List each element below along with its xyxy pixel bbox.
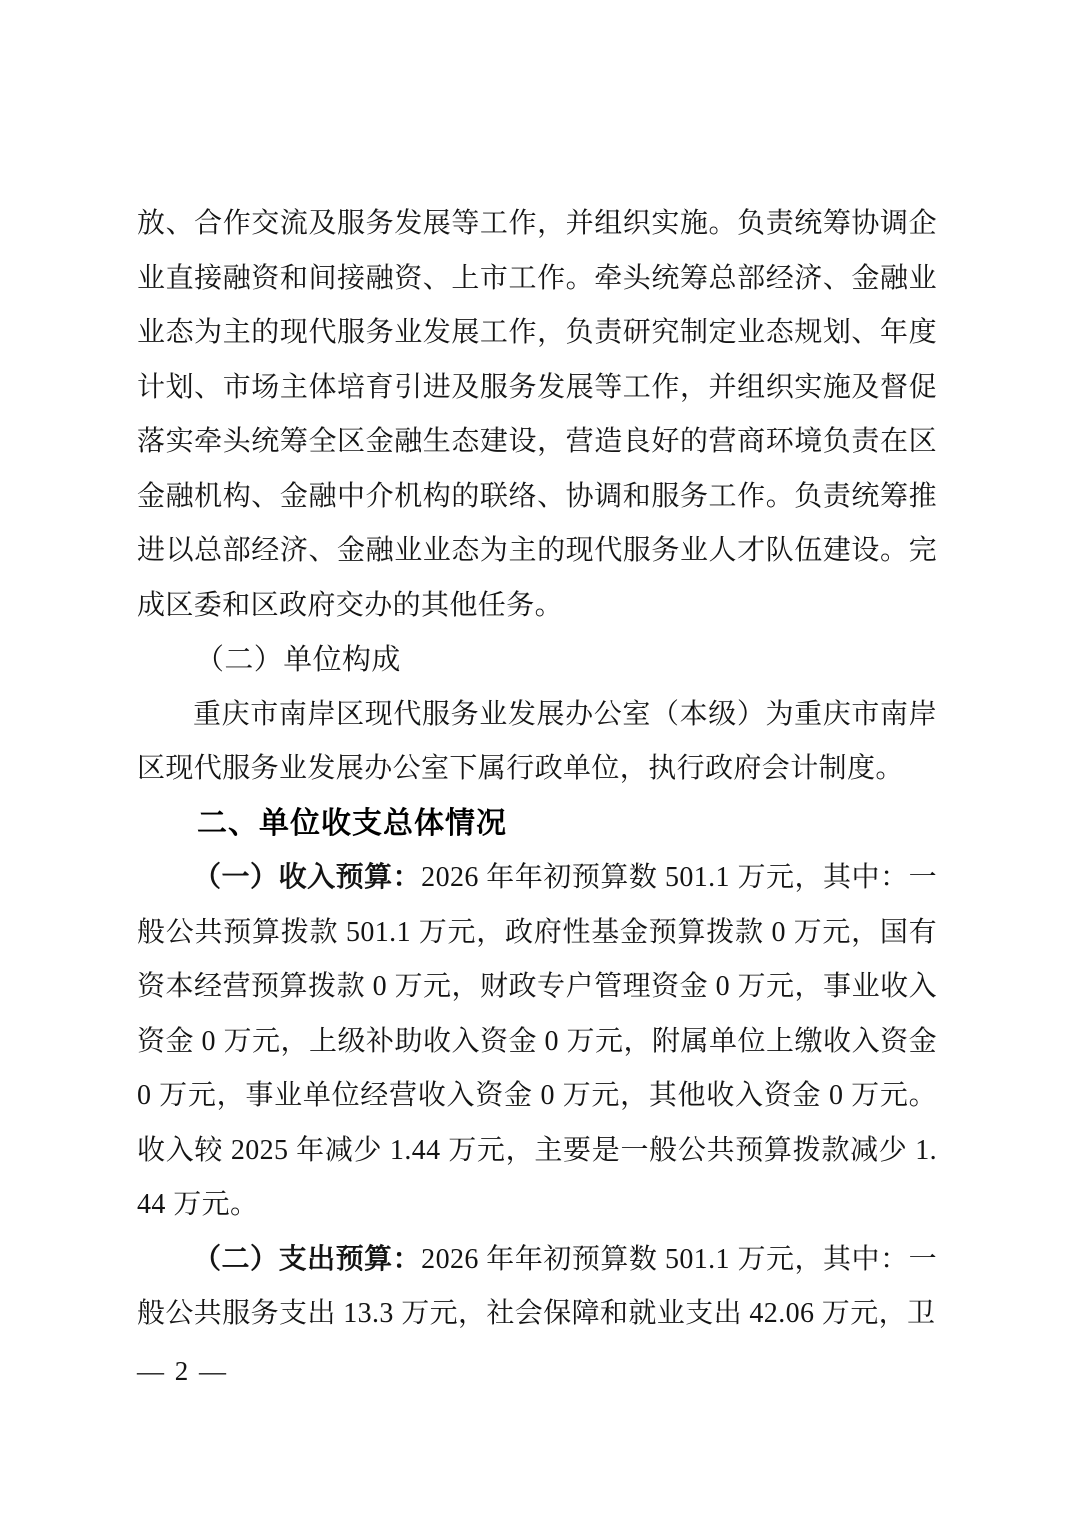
subsection-heading-unit-composition	[137, 633, 937, 688]
expenditure-budget-paragraph	[137, 1233, 937, 1342]
paragraph-text: 2026 年年初预算数 501.1 万元，其中：一般公共服务支出 13.3 万元，社会保障和就业支出 42.06 万元，卫	[137, 1243, 937, 1329]
duties-continuation-paragraph	[137, 197, 937, 633]
paragraph-text: 二、单位收支总体情况	[197, 806, 507, 840]
section-heading-revenue-expenditure-overview	[137, 797, 937, 852]
paragraph-lead-label: （一）收入预算：	[193, 862, 422, 893]
paragraph-text: 放、合作交流及服务发展等工作，并组织实施。负责统筹协调企业直接融资和间接融资、上市工作。牵头统筹总部经济、金融业业态为主的现代服务业发展工作，负责研究制定业态规划、年度计划、市场主体培育引进及服务发展等工作，并组织实施及督促落实牵头统筹全区金融生态建设，营造良好的营商环境负责在区金融机构、金融中介机构的联络、协调和服务工作。负责统筹推进以总部经济、金融业业态为主的现代服务业人才队伍建设。完成区委和区政府交办的其他任务。	[137, 208, 937, 621]
income-budget-paragraph	[137, 851, 937, 1233]
unit-composition-paragraph	[137, 688, 937, 797]
paragraph-text: 重庆市南岸区现代服务业发展办公室（本级）为重庆市南岸区现代服务业发展办公室下属行政单位，执行政府会计制度。	[137, 698, 937, 784]
paragraph-lead-label: （二）支出预算：	[193, 1243, 422, 1275]
paragraphs-container	[137, 197, 937, 1342]
paragraph-text: 2026 年年初预算数 501.1 万元，其中：一般公共预算拨款 501.1 万元，政府性基金预算拨款 0 万元，国有资本经营预算拨款 0 万元，财政专户管理资金 0 万元，事业收入资金 0 万元，上级补助收入资金 0 万元，附属单位上缴收入资金 0 万元，事业单位经营收入资金 0 万元，其他收入资金 0 万元。收入较 2025 年减少 1.44 万元，主要是一般公共预算拨款减少 1.44 万元。	[137, 862, 937, 1220]
page-number: — 2 —	[137, 1356, 228, 1386]
paragraph-text: （二）单位构成	[195, 644, 401, 676]
page-footer	[137, 1356, 228, 1386]
